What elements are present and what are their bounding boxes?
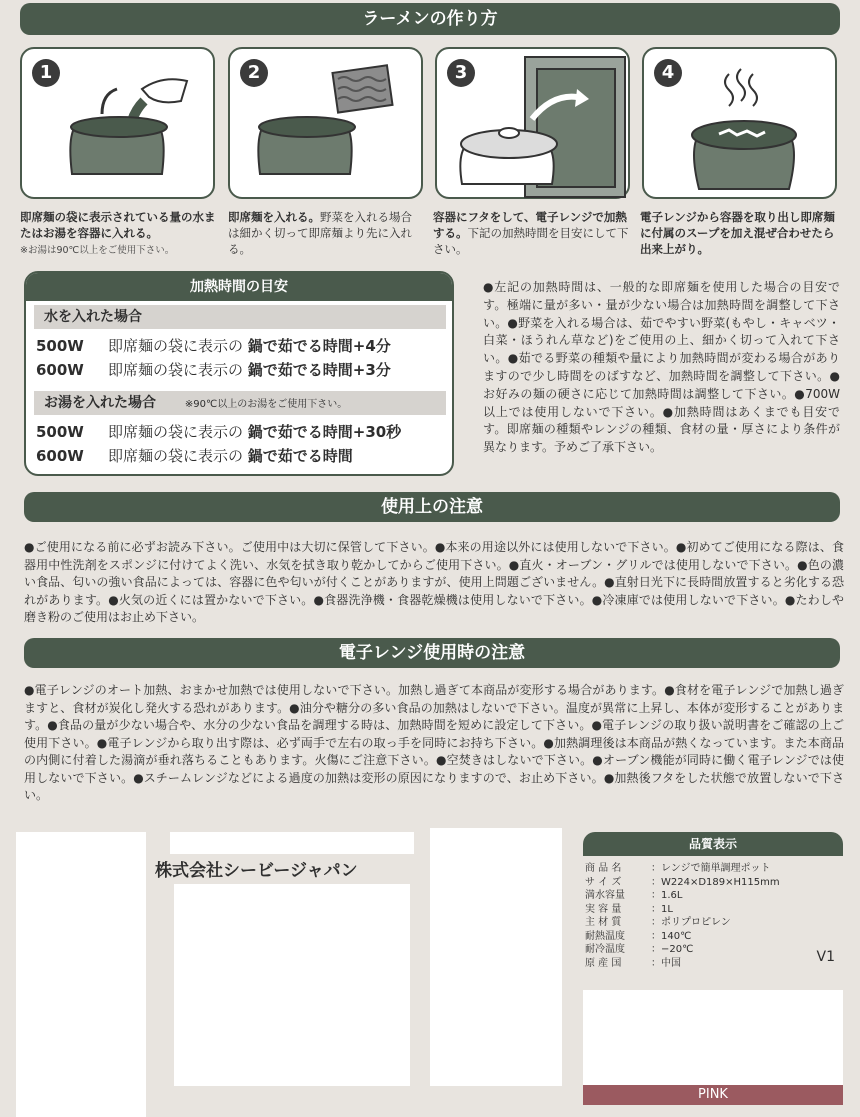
blank-panel-right: [430, 828, 562, 1086]
row-strong: 鍋で茹でる時間+30秒: [247, 423, 402, 441]
microwave-text: ●電子レンジのオート加熱、おまかせ加熱では使用しないで下さい。加熱し過ぎて本商品が変形する場合があります。●食材を電子レンジで加熱し過ぎますと、食材が炭化し発火する恐れがあります。●油分や糖分の多い食品の加熱はしないで下さい。温度が異常に上昇し、本体が変形することがあります。●食品の量が少ない場合や、水分の少ない食品を調理する時は、加熱時間を短めに設定して下さい。●電子レンジの取り扱い説明書をご確認の上ご使用下さい。●電子レンジから取り出す際は、必ず両手で左右の取っ手を同時にお持ち下さい。●加熱調理後は本商品が熱くなっています。また本商品の内側に付着した湯滴が垂れ落ちることもあります。火傷にご注意下さい。●空焚きはしないで下さい。●オーブン機能が同時に働く電子レンジでは使用しないで下さい。●スチームレンジなどによる過度の加熱は変形の原因になりますので、お止め下さい。●加熱後フタをした状態で放置しないで下さい。: [24, 683, 844, 802]
step-4-illustration: [642, 47, 837, 199]
heating-notes: ●左記の加熱時間は、一般的な即席麺を使用した場合の目安です。極端に量が多い・量が少ない場合は加熱時間を調整して下さい。●野菜を入れる場合は、茹でやすい野菜(もやし・キャベツ・白菜・ほうれん草など)をご使用の上、細かく切って入れて下さい。●茹でる野菜の種類や量により加熱時間が変わる場合がありますので少し時間をのばすなど、加熱時間を調整して下さい。●お好みの麺の硬さに応じて加熱時間は調整して下さい。●700W以上では使用しないで下さい。●加熱時間はあくまでも目安です。即席麺の種類やレンジの種類、食材の量・厚さにより条件が異なります。予めご了承下さい。: [483, 280, 840, 455]
blank-panel-quality: [583, 990, 843, 1085]
quality-value: 1L: [661, 903, 673, 915]
quality-row: 実 容 量 ： 1L: [585, 903, 673, 915]
quality-key: 実 容 量: [585, 903, 622, 915]
noodle-icon: [230, 49, 425, 201]
quality-title: 品質表示: [583, 832, 843, 856]
watt-label: 500W: [36, 337, 84, 355]
page-title-banner: [20, 3, 840, 35]
blank-panel-top: [170, 832, 414, 854]
step-1-bold: 即席麺の袋に表示されている量の水またはお湯を容器に入れる。: [20, 210, 216, 240]
hot-water-note: ※90℃以上のお湯をご使用下さい。: [184, 399, 348, 410]
hot-water-label-row: [34, 391, 446, 415]
quality-key: 商 品 名: [585, 863, 622, 874]
quality-row: 商 品 名 ： レンジで簡単調理ポット: [585, 863, 771, 874]
step-3-bold: 容器にフタをして、電子レンジで加熱する。: [433, 210, 627, 240]
microwave-icon: [437, 49, 632, 201]
step-1-illustration: [20, 47, 215, 199]
row-mid: 即席麺の袋に表示の: [108, 447, 244, 465]
page-title: ラーメンの作り方: [362, 9, 498, 29]
usage-text: ●ご使用になる前に必ずお読み下さい。ご使用中は大切に保管して下さい。●本来の用途以外には使用しないで下さい。●初めてご使用になる際は、食器用中性洗剤をスポンジに付けてよく洗い、水気を拭き取り乾かしてからご使用下さい。●直火・オーブン・グリルでは使用しないで下さい。●色の濃い食品、匂いの強い食品によっては、容器に色や匂いが付くことがありますが、使用上問題ございません。●直射日光下に長時間放置すると劣化する恐れがあります。●火気の近くには置かないで下さい。●食器洗浄機・食器乾燥機は使用しないで下さい。●冷凍庫では使用しないで下さい。●たわしや磨き粉のご使用はお止め下さい。: [24, 540, 844, 624]
version-label: V1: [816, 948, 835, 965]
row-strong: 鍋で茹でる時間+3分: [247, 361, 391, 379]
quality-value: ポリプロピレン: [661, 917, 731, 928]
usage-banner: [24, 492, 840, 522]
quality-value: 1.6L: [661, 890, 683, 901]
quality-value: W224×D189×H115mm: [661, 876, 780, 888]
step-1-number: 1: [32, 59, 60, 87]
row-strong: 鍋で茹でる時間+4分: [247, 337, 391, 355]
row-strong: 鍋で茹でる時間: [247, 447, 353, 465]
quality-value: 中国: [661, 957, 681, 969]
quality-row: 耐冷温度 ： −20℃: [585, 944, 694, 955]
quality-key: 主 材 質: [585, 917, 622, 928]
pot-pour-icon: [22, 49, 217, 201]
steaming-pot-icon: [644, 49, 839, 201]
quality-key: サ イ ズ: [585, 876, 622, 888]
step-3-number: 3: [447, 59, 475, 87]
quality-key: 耐熱温度: [585, 930, 625, 942]
quality-key: 原 産 国: [585, 957, 622, 969]
microwave-title: 電子レンジ使用時の注意: [338, 643, 526, 663]
blank-panel-left: [16, 832, 146, 1117]
blank-panel-center: [174, 884, 410, 1086]
step-4-text: [640, 209, 840, 257]
step-4-number: 4: [654, 59, 682, 87]
water-row-500: [36, 335, 391, 357]
microwave-banner: [24, 638, 840, 668]
step-1-note: ※お湯は90℃以上をご使用下さい。: [20, 245, 175, 256]
water-label: 水を入れた場合: [34, 305, 446, 329]
step-2-text: [228, 209, 423, 257]
quality-value: レンジで簡単調理ポット: [661, 863, 771, 874]
row-mid: 即席麺の袋に表示の: [108, 337, 244, 355]
step-2-body: 野菜を入れる場合は細かく切って即席麺より先に入れる。: [228, 210, 412, 256]
color-label: PINK: [583, 1085, 843, 1105]
quality-row: サ イ ズ ： W224×D189×H115mm: [585, 876, 780, 888]
row-mid: 即席麺の袋に表示の: [108, 423, 244, 441]
step-3-text: [433, 209, 629, 257]
step-3-illustration: [435, 47, 630, 199]
quality-row: 満水容量 ： 1.6L: [585, 890, 683, 901]
water-row-600: [36, 359, 391, 381]
quality-key: 満水容量: [585, 890, 625, 901]
quality-row: 耐熱温度 ： 140℃: [585, 930, 692, 942]
step-3-body: 下記の加熱時間を目安にして下さい。: [433, 226, 629, 256]
quality-row: 原 産 国 ： 中国 V1: [585, 948, 835, 969]
row-mid: 即席麺の袋に表示の: [108, 361, 244, 379]
step-2-bold: 即席麺を入れる。: [228, 210, 320, 224]
usage-title: 使用上の注意: [381, 497, 483, 517]
company-name: 株式会社シービージャパン: [155, 861, 358, 881]
step-2-number: 2: [240, 59, 268, 87]
heating-title: 加熱時間の目安: [26, 273, 452, 301]
watt-label: 500W: [36, 423, 84, 441]
quality-value: −20℃: [661, 944, 694, 955]
quality-key: 耐冷温度: [585, 944, 625, 955]
quality-value: 140℃: [661, 930, 692, 942]
hot-water-label: お湯を入れた場合: [44, 395, 156, 411]
quality-label: [583, 832, 843, 970]
step-2-illustration: [228, 47, 423, 199]
step-4-bold: 電子レンジから容器を取り出し即席麺に付属のスープを加え混ぜ合わせたら出来上がり。: [640, 210, 835, 256]
step-1-text: [20, 209, 220, 259]
quality-row: 主 材 質 ： ポリプロピレン: [585, 917, 731, 928]
hot-row-600: [36, 445, 353, 467]
hot-row-500: [36, 421, 401, 443]
watt-label: 600W: [36, 361, 84, 379]
watt-label: 600W: [36, 447, 84, 465]
heating-time-box: [24, 271, 454, 476]
